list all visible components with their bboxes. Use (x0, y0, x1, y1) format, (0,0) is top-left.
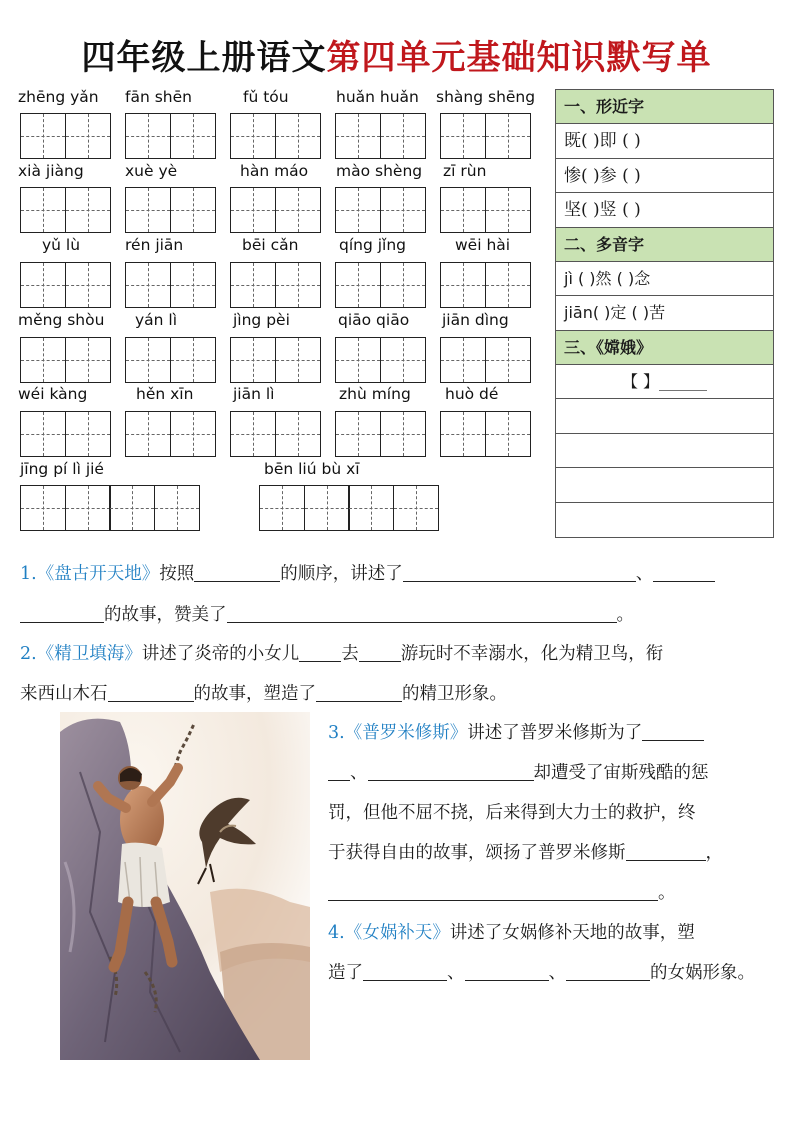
pinyin-label: zhēng yǎn (18, 88, 99, 106)
q1-number: 1. (20, 564, 37, 584)
pinyin-label: qíng jǐng (339, 236, 407, 254)
q2-text: 来西山木石 (20, 684, 108, 704)
writing-box[interactable] (230, 187, 321, 233)
writing-box[interactable] (125, 187, 216, 233)
writing-box[interactable] (259, 485, 439, 531)
writing-box[interactable] (20, 411, 111, 457)
page-title (0, 30, 793, 79)
writing-box[interactable] (335, 337, 426, 383)
pinyin-label: jīng pí lì jié (20, 460, 104, 478)
prometheus-illustration (60, 712, 310, 1060)
writing-box[interactable] (230, 113, 321, 159)
writing-box[interactable] (125, 411, 216, 457)
answer-blank[interactable] (227, 601, 617, 623)
q1-text: 的故事，赞美了 (104, 605, 227, 625)
q1-text: 的顺序，讲述了 (280, 564, 403, 584)
answer-blank[interactable] (108, 680, 194, 702)
writing-box[interactable] (125, 262, 216, 308)
answer-blank[interactable] (403, 560, 636, 582)
q4-text: 、 (548, 963, 566, 983)
q2-text: 去 (341, 644, 359, 664)
writing-box[interactable] (440, 411, 531, 457)
writing-box[interactable] (440, 187, 531, 233)
pinyin-label: yǔ lù (42, 236, 81, 254)
question-3-line-4 (328, 833, 723, 873)
pinyin-label: shàng shēng (436, 88, 536, 106)
section-poem: 三、《嫦娥》 (556, 331, 773, 365)
section-polyphones: 二、多音字 (556, 228, 773, 262)
pinyin-label: huǎn huǎn (336, 88, 419, 106)
writing-box[interactable] (335, 411, 426, 457)
question-2-line-2 (20, 674, 507, 714)
writing-box[interactable] (20, 262, 111, 308)
writing-box[interactable] (20, 485, 200, 531)
answer-blank[interactable] (368, 759, 534, 781)
q2-text: 的故事，塑造了 (193, 684, 316, 704)
question-1-line-1 (20, 554, 715, 594)
question-3-line-5 (328, 873, 676, 913)
answer-blank[interactable] (465, 959, 549, 981)
pinyin-label: fān shēn (125, 88, 192, 106)
writing-box[interactable] (125, 337, 216, 383)
answer-blank[interactable] (359, 640, 401, 662)
question-3-line-2 (328, 753, 709, 793)
question-3-line-1 (328, 713, 704, 753)
q3-text: 、 (350, 763, 368, 783)
pinyin-label: rén jiān (125, 236, 184, 254)
answer-blank[interactable] (299, 640, 341, 662)
pinyin-label: huò dé (445, 385, 499, 403)
writing-box[interactable] (230, 411, 321, 457)
q4-text: 讲述了女娲修补天地的故事，塑 (449, 923, 695, 943)
pinyin-label: jiān lì (233, 385, 275, 403)
pinyin-label: bēn liú bù xī (264, 460, 360, 478)
answer-blank[interactable] (20, 601, 104, 623)
pinyin-label: měng shòu (18, 311, 105, 329)
question-1-line-2 (20, 595, 634, 635)
pinyin-label: jìng pèi (233, 311, 290, 329)
q3-title: 《普罗米修斯》 (344, 723, 468, 743)
pinyin-label: wéi kàng (18, 385, 88, 403)
writing-box[interactable] (125, 113, 216, 159)
q4-title: 《女娲补天》 (344, 923, 450, 943)
answer-blank[interactable] (316, 680, 402, 702)
q4-text: 造了 (328, 963, 363, 983)
pinyin-label: zhù míng (339, 385, 411, 403)
answer-blank[interactable] (328, 879, 658, 901)
writing-box[interactable] (335, 262, 426, 308)
answer-blank[interactable] (194, 560, 280, 582)
q4-text: 的女娲形象。 (650, 963, 755, 983)
polyphone-row[interactable]: jì ( )然 ( )念 (556, 262, 773, 297)
similar-char-row[interactable]: 惨( )参 ( ) (556, 159, 773, 194)
pinyin-label: xuè yè (125, 162, 178, 180)
q4-number: 4. (328, 923, 345, 943)
question-2-line-1 (20, 634, 663, 674)
prometheus-picture (60, 712, 310, 1060)
writing-box[interactable] (335, 187, 426, 233)
knowledge-table (555, 89, 774, 538)
answer-blank[interactable] (642, 719, 704, 741)
answer-blank[interactable] (626, 839, 706, 861)
question-3-line-3 (328, 793, 696, 833)
q1-text: 、 (635, 564, 654, 584)
pinyin-label: fǔ tóu (243, 88, 289, 106)
question-4-line-1 (328, 913, 695, 953)
pinyin-label: xià jiàng (18, 162, 84, 180)
question-4-line-2 (328, 953, 755, 993)
pinyin-label: jiān dìng (442, 311, 509, 329)
pinyin-label: hàn máo (240, 162, 309, 180)
answer-blank[interactable] (328, 759, 350, 781)
q3-number: 3. (328, 723, 345, 743)
answer-blank[interactable] (566, 959, 650, 981)
pinyin-label: yán lì (135, 311, 178, 329)
similar-char-row[interactable]: 坚( )竖 ( ) (556, 193, 773, 228)
q1-title: 《盘古开天地》 (36, 564, 160, 584)
pinyin-writing-grid (18, 88, 548, 538)
poem-line[interactable] (556, 468, 773, 503)
q1-text: 按照 (159, 564, 195, 584)
q4-text: 、 (447, 963, 465, 983)
poem-dynasty-bracket: 【 】 (621, 371, 660, 391)
q2-number: 2. (20, 644, 37, 664)
writing-box[interactable] (20, 113, 111, 159)
poem-line[interactable] (556, 434, 773, 469)
writing-box[interactable] (440, 113, 531, 159)
answer-blank[interactable] (653, 560, 715, 582)
pinyin-label: hěn xīn (136, 385, 194, 403)
writing-box[interactable] (20, 187, 111, 233)
section-similar-chars: 一、形近字 (556, 90, 773, 124)
pinyin-label: mào shèng (336, 162, 423, 180)
q3-text: 于获得自由的故事，颂扬了普罗米修斯 (328, 843, 626, 863)
q2-text: 讲述了炎帝的小女儿 (141, 644, 300, 664)
answer-blank[interactable] (363, 959, 447, 981)
q3-text: 罚，但他不屈不挠，后来得到大力士的救护，终 (328, 803, 696, 823)
q3-text: 却遭受了宙斯残酷的惩 (533, 763, 709, 783)
q3-text: ， (705, 843, 723, 863)
similar-char-row[interactable]: 既( )即 ( ) (556, 124, 773, 159)
q2-text: 的精卫形象。 (402, 684, 507, 704)
writing-box[interactable] (440, 262, 531, 308)
pinyin-label: wēi hài (455, 236, 511, 254)
q3-text: 。 (658, 883, 676, 903)
writing-box[interactable] (20, 337, 111, 383)
q3-text: 讲述了普罗米修斯为了 (467, 723, 643, 743)
pinyin-label: bēi cǎn (242, 236, 299, 254)
writing-box[interactable] (230, 262, 321, 308)
q2-text: 游玩时不幸溺水，化为精卫鸟，衔 (400, 644, 664, 664)
title-grade: 四年级上册语文 (81, 38, 327, 78)
writing-box[interactable] (335, 113, 426, 159)
poem-author-blank: ______ (659, 371, 708, 391)
poem-line[interactable] (556, 399, 773, 434)
poem-author-line[interactable] (556, 365, 773, 400)
pinyin-label: qiāo qiāo (338, 311, 410, 329)
writing-box[interactable] (440, 337, 531, 383)
q2-title: 《精卫填海》 (36, 644, 142, 664)
polyphone-row[interactable]: jiān( )定 ( )苦 (556, 296, 773, 331)
writing-box[interactable] (230, 337, 321, 383)
q1-text: 。 (616, 605, 634, 625)
poem-line[interactable] (556, 503, 773, 538)
pinyin-label: zī rùn (443, 162, 487, 180)
title-unit: 第四单元基础知识默写单 (326, 38, 712, 78)
